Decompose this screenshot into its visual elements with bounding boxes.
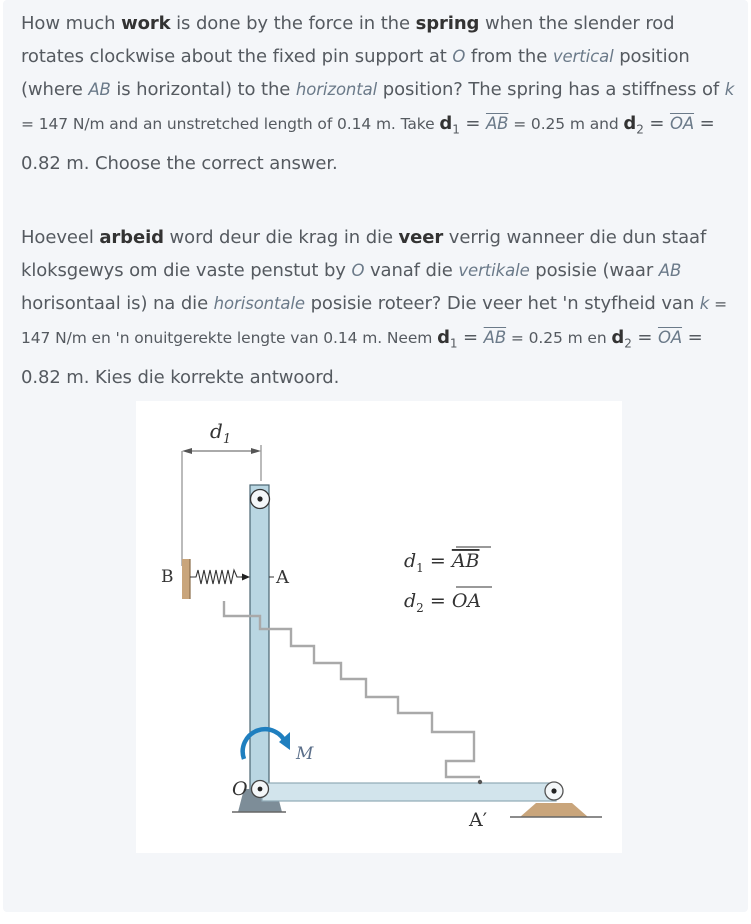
figure-svg (136, 401, 622, 853)
pin-O-center (258, 787, 263, 792)
question-card (3, 0, 748, 912)
A-prime-label: A′ (469, 809, 488, 831)
dimension-arrowhead-right (251, 448, 261, 454)
rod-vertical (250, 485, 269, 793)
question-english: How much work is done by the force in the spring when the slender rod rotates clockwise about the fixed pin support at O from the vertical position (where AB is horizontal) to the horizontal position? The spring has a stiffness of k = 147 N/m and an unstretched length of 0.14 m. Take $d_1 = \overline{AB} = 0.25$ m and $d_2 = \overline{OA} = 0.82$ m. Choose the correct answer. (21, 13, 735, 174)
equation-d2: $d_2$ = OA (404, 590, 482, 615)
O-label: O (232, 778, 248, 800)
rod-top-pin-center (257, 496, 262, 501)
rod-horizontal (262, 783, 556, 801)
B-label: B (161, 567, 174, 587)
equation-d1: $d_1$ = AB (404, 550, 480, 575)
d1-label: $d_1$ (210, 419, 232, 447)
A-prime-point (478, 780, 482, 784)
dimension-arrowhead-left (182, 448, 192, 454)
spring-BA-arrow (242, 574, 250, 581)
A-label: A (276, 567, 289, 588)
question-afrikaans: Hoeveel arbeid word deur die krag in die veer verrig wanneer die dun staaf kloksgewys om die vaste penstut by O vanaf die vertikale posisie (waar AB horisontaal is) na die horisontale posisie roteer? Die veer het 'n styfheid van k = 147 N/m en 'n onuitgerekte lengte van 0.14 m. Neem $d_1 = \overline{AB} = 0.25$ m en $d_2 = \overline{OA} = 0.82$ m. Kies die korrekte antwoord. (21, 227, 727, 388)
rod-end-pin-horizontal-center (551, 788, 556, 793)
mechanism-figure (136, 401, 622, 853)
spring-BA (190, 570, 241, 584)
ground-support-right (520, 803, 588, 817)
M-label: M (296, 744, 314, 764)
wall-B (182, 559, 190, 599)
